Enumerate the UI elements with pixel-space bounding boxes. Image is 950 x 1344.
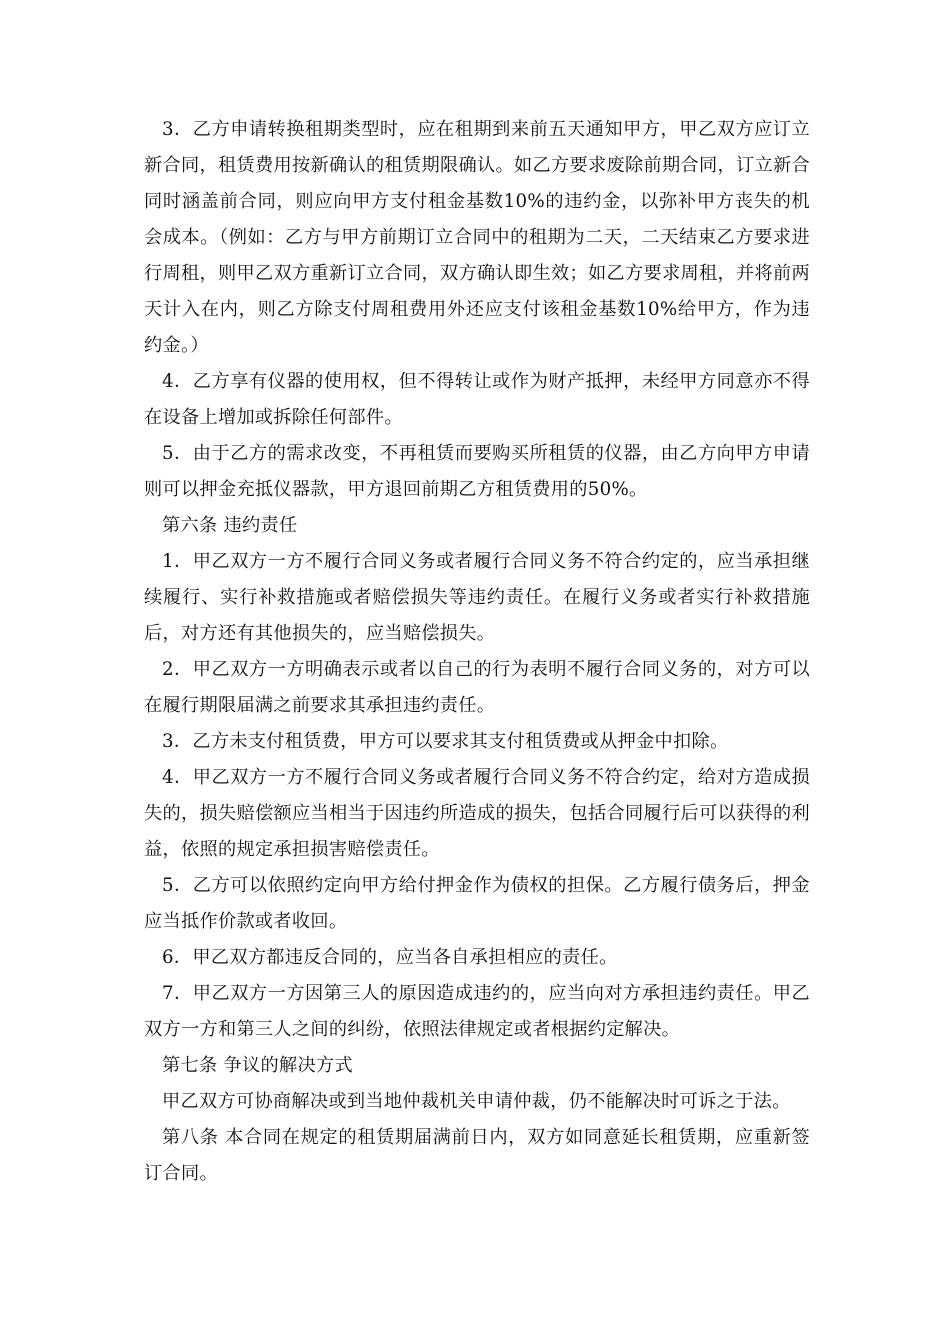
article-6-item-5: 5．乙方可以依照约定向甲方给付押金作为债权的担保。乙方履行债务后，押金应当抵作价款或者收回。 [144,875,810,932]
article-6-item-7: 7．甲乙双方一方因第三人的原因造成违约的，应当向对方承担违约责任。甲乙双方一方和第三人之间的纠纷，依照法律规定或者根据约定解决。 [144,983,810,1040]
article-6-item-6: 6．甲乙双方都违反合同的，应当各自承担相应的责任。 [162,947,618,968]
clause-5-paragraph: 5．由于乙方的需求改变，不再租赁而要购买所租赁的仪器，由乙方向甲方申请则可以押金充抵仪器款，甲方退回前期乙方租赁费用的50%。 [144,443,810,500]
article-6-item-4: 4．甲乙双方一方不履行合同义务或者履行合同义务不符合约定，给对方造成损失的，损失赔偿额应当相当于因违约所造成的损失，包括合同履行后可以获得的利益，依照的规定承担损害赔偿责任。 [144,767,810,860]
article-6-item-1: 1．甲乙双方一方不履行合同义务或者履行合同义务不符合约定的，应当承担继续履行、实行补救措施或者赔偿损失等违约责任。在履行义务或者实行补救措施后，对方还有其他损失的，应当赔偿损失。 [144,551,810,644]
article-6-item-3: 3．乙方未支付租赁费，甲方可以要求其支付租赁费或从押金中扣除。 [162,731,729,752]
clause-3-paragraph: 3．乙方申请转换租期类型时，应在租期到来前五天通知甲方，甲乙双方应订立新合同，租赁费用按新确认的租赁期限确认。如乙方要求废除前期合同，订立新合同时涵盖前合同，则应向甲方支付租金基数10%的违约金，以弥补甲方丧失的机会成本。（例如：乙方与甲方前期订立合同中的租期为二天，二天结束乙方要求进行周租，则甲乙双方重新订立合同，双方确认即生效；如乙方要求周租，并将前两天计入在内，则乙方除支付周租费用外还应支付该租金基数10%给甲方，作为违约金。） [144,119,810,356]
clause-4-paragraph: 4．乙方享有仪器的使用权，但不得转让或作为财产抵押，未经甲方同意亦不得在设备上增加或拆除任何部件。 [144,371,810,428]
document-body [144,112,810,1192]
article-6-item-2: 2．甲乙双方一方明确表示或者以自己的行为表明不履行合同义务的，对方可以在履行期限届满之前要求其承担违约责任。 [144,659,810,716]
article-6-heading: 第六条 违约责任 [162,515,298,536]
article-8-paragraph: 第八条 本合同在规定的租赁期届满前日内，双方如同意延长租赁期，应重新签订合同。 [144,1127,810,1184]
article-7-heading: 第七条 争议的解决方式 [162,1055,353,1076]
article-7-text: 甲乙双方可协商解决或到当地仲裁机关申请仲裁，仍不能解决时可诉之于法。 [162,1091,791,1112]
